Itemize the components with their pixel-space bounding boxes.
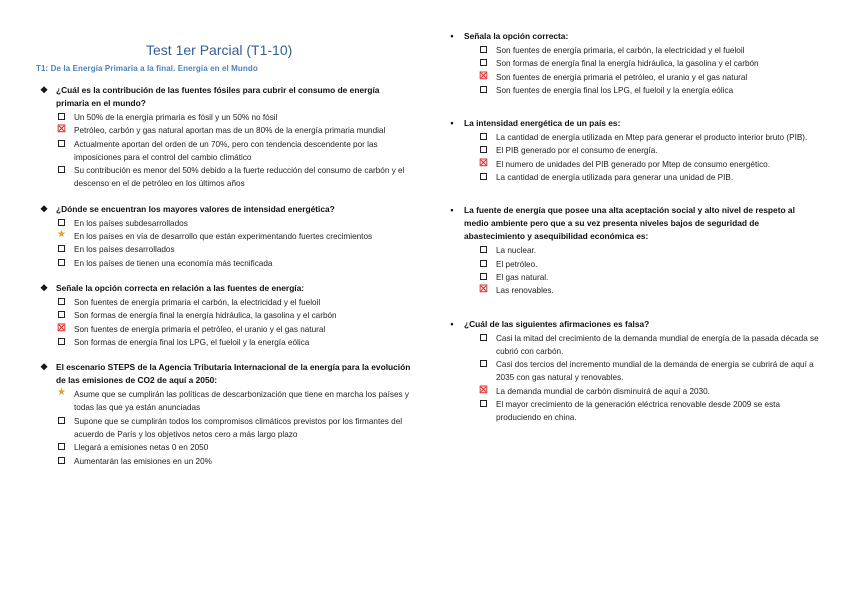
checkbox-icon[interactable] [480, 360, 487, 367]
options-list [444, 332, 820, 425]
answer-option[interactable] [36, 257, 414, 270]
answer-option[interactable] [36, 217, 414, 230]
checkbox-icon[interactable] [480, 246, 487, 253]
question-text [36, 361, 414, 387]
checkbox-icon[interactable] [480, 173, 487, 180]
checkbox-icon[interactable] [58, 245, 65, 252]
option-text: El PIB generado por el consumo de energía. [496, 146, 658, 156]
checked-box-icon[interactable]: ☒ [57, 322, 66, 334]
checked-box-icon[interactable]: ☒ [57, 124, 66, 136]
checked-box-icon[interactable]: ☒ [479, 384, 488, 396]
checkbox-icon[interactable] [58, 457, 65, 464]
answer-option[interactable] [36, 388, 414, 415]
right-column [444, 30, 820, 425]
question-block [444, 204, 820, 297]
question-block [444, 117, 820, 184]
answer-option[interactable] [36, 124, 414, 137]
answer-option[interactable] [36, 138, 414, 165]
option-text: El numero de unidades del PIB generado por Mtep de consumo energético. [496, 159, 771, 169]
option-text: La nuclear. [496, 246, 537, 256]
answer-option[interactable] [444, 385, 820, 398]
question-block [36, 84, 414, 191]
option-text: Son fuentes de energía primaria, el carbón, la electricidad y el fueloil [496, 46, 745, 55]
checkbox-icon[interactable] [58, 259, 65, 266]
question-bullet-icon: • [450, 31, 454, 41]
question-label: ¿Cuál es la contribución de las fuentes fósiles para cubrir el consumo de energía primaria en el mundo? [56, 85, 380, 108]
option-text: Un 50% de la energía primaria es fósil y un 50% no fósil [74, 113, 278, 122]
options-list [36, 296, 414, 349]
option-text: Son fuentes de energía primaria el carbón, la electricidad y el fueloil [74, 297, 321, 307]
option-text: En los países subdesarrollados [74, 218, 188, 228]
answer-option[interactable] [36, 415, 414, 442]
question-text [444, 30, 820, 43]
question-label: El escenario STEPS de la Agencia Tributaria Internacional de la energía para la evolución de las emisiones de CO2 de aquí a 2050: [56, 362, 411, 386]
question-bullet-icon: ❖ [39, 85, 49, 95]
question-label: ¿Cuál de las siguientes afirmaciones es falsa? [464, 318, 650, 329]
answer-option[interactable] [444, 84, 820, 97]
answer-option[interactable] [444, 44, 820, 57]
question-text [444, 117, 820, 130]
question-bullet-icon: ❖ [39, 282, 49, 293]
option-text: Asume que se cumplirán las políticas de descarbonización que tiene en marcha los países y todas las que ya están anunciadas [74, 390, 409, 413]
options-list [444, 244, 820, 297]
question-label: Señala la opción correcta: [464, 31, 569, 41]
question-bullet-icon: ❖ [39, 203, 49, 214]
options-list [444, 44, 820, 97]
answer-option[interactable] [444, 258, 820, 271]
question-block [444, 30, 820, 97]
checked-box-icon[interactable]: ☒ [479, 157, 488, 169]
options-list [36, 217, 414, 270]
checkbox-icon[interactable] [58, 166, 65, 173]
option-text: Son formas de energía final la energía hidráulica, la gasolina y el carbón [74, 311, 337, 321]
question-text [444, 318, 820, 331]
answer-option[interactable] [444, 284, 820, 297]
question-bullet-icon: ❖ [39, 362, 49, 373]
checked-box-icon[interactable]: ☒ [479, 284, 488, 296]
answer-option[interactable] [444, 158, 820, 171]
document-title: Test 1er Parcial (T1-10) [146, 42, 293, 58]
option-text: Son fuentes de energía primaria el petróleo, el uranio y el gas natural [74, 324, 326, 334]
answer-option[interactable] [444, 144, 820, 157]
checkbox-icon[interactable] [58, 338, 65, 345]
checkbox-icon[interactable] [480, 133, 487, 140]
options-list [444, 131, 820, 184]
question-label: Señale la opción correcta en relación a las fuentes de energía: [56, 282, 305, 293]
answer-option[interactable] [36, 296, 414, 309]
answer-option[interactable] [444, 358, 820, 385]
answer-option[interactable] [444, 57, 820, 70]
answer-option[interactable] [444, 332, 820, 359]
checkbox-icon[interactable] [480, 400, 487, 407]
answer-option[interactable] [444, 171, 820, 184]
option-text: La cantidad de energía utilizada para generar una unidad de PIB. [496, 173, 734, 183]
question-text [36, 203, 414, 216]
question-block [36, 282, 414, 349]
question-bullet-icon: • [450, 318, 454, 329]
answer-option[interactable] [444, 244, 820, 257]
option-text: Son fuentes de energía primaria el petróleo, el uranio y el gas natural [496, 72, 748, 82]
option-text: Actualmente aportan del orden de un 70%, pero con tendencia descendente por las imposiciones para el control del cambio climático [74, 139, 378, 162]
option-text: La demanda mundial de carbón disminuirá de aquí a 2030. [496, 386, 710, 396]
checkbox-icon[interactable] [58, 219, 65, 226]
option-text: Su contribución es menor del 50% debido a la fuerte reducción del consumo de carbón y el descenso en el de petróleo en los últimos años [74, 166, 405, 189]
checkbox-icon[interactable] [58, 140, 65, 147]
star-mark-icon[interactable]: ★ [57, 229, 66, 241]
answer-option[interactable] [36, 111, 414, 124]
checkbox-icon[interactable] [480, 273, 487, 280]
option-text: Supone que se cumplirán todos los compromisos climáticos previstos por los firmantes del acuerdo de París y los objetivos netos cero a más largo plazo [74, 416, 403, 440]
option-text: El petróleo. [496, 259, 538, 269]
checkbox-icon[interactable] [58, 311, 65, 318]
checkbox-icon[interactable] [58, 417, 65, 424]
checkbox-icon[interactable] [480, 59, 487, 66]
answer-option[interactable] [444, 131, 820, 144]
checkbox-icon[interactable] [480, 334, 487, 341]
star-mark-icon[interactable]: ★ [57, 387, 66, 399]
option-text: Son fuentes de energía final los LPG, el fueloil y la energía eólica [496, 85, 734, 95]
checkbox-icon[interactable] [58, 113, 65, 120]
checkbox-icon[interactable] [480, 46, 487, 53]
option-text: La cantidad de energía utilizada en Mtep para generar el producto interior bruto (PIB). [496, 133, 808, 143]
question-bullet-icon: • [450, 205, 454, 216]
question-block [444, 318, 820, 425]
option-text: Son formas de energía final la energía hidráulica, la gasolina y el carbón [496, 59, 759, 69]
option-text: Aumentarán las emisiones en un 20% [74, 456, 212, 466]
left-column [36, 84, 414, 468]
checkbox-icon[interactable] [480, 86, 487, 93]
question-text [36, 84, 414, 110]
answer-option[interactable] [36, 230, 414, 243]
answer-option[interactable] [36, 243, 414, 256]
question-label: La fuente de energía que posee una alta aceptación social y alto nivel de respeto al medio ambiente pero que a su vez presenta niveles bajos de seguridad de abastecimiento y asequibilidad económica es: [464, 205, 795, 242]
option-text: Son formas de energía final los LPG, el fueloil y la energía eólica [74, 337, 310, 347]
options-list [36, 111, 414, 191]
option-text: El mayor crecimiento de la generación eléctrica renovable desde 2009 se esta produciendo en china. [496, 400, 780, 423]
answer-option[interactable] [36, 441, 414, 454]
checked-box-icon[interactable]: ☒ [479, 70, 488, 82]
option-text: En los países desarrollados [74, 245, 175, 255]
question-block [36, 203, 414, 270]
answer-option[interactable] [444, 398, 820, 425]
checkbox-icon[interactable] [480, 260, 487, 267]
option-text: Llegará a emisiones netas 0 en 2050 [74, 443, 209, 453]
question-bullet-icon: • [450, 118, 454, 129]
option-text: Casi dos tercios del incremento mundial de la demanda de energía se cubrirá de aquí a 2035 con gas natural y renovables. [496, 360, 814, 383]
question-block [36, 361, 414, 468]
option-text: Casi la mitad del crecimiento de la demanda mundial de energía de la pasada década se cubrió con carbón. [496, 333, 819, 356]
answer-option[interactable] [36, 309, 414, 322]
checkbox-icon[interactable] [58, 298, 65, 305]
question-label: La intensidad energética de un país es: [464, 118, 621, 129]
answer-option[interactable] [444, 71, 820, 84]
answer-option[interactable] [36, 323, 414, 336]
option-text: Petróleo, carbón y gas natural aportan mas de un 80% de la energía primaria mundial [74, 126, 386, 136]
document-subtitle: T1: De la Energía Primaria a la final. Energía en el Mundo [36, 64, 258, 73]
option-text: Las renovables. [496, 286, 554, 296]
answer-option[interactable] [444, 271, 820, 284]
option-text: El gas natural. [496, 272, 549, 282]
answer-option[interactable] [36, 455, 414, 468]
option-text: En los países de tienen una economía más tecnificada [74, 258, 273, 268]
question-text [444, 204, 820, 243]
checkbox-icon[interactable] [480, 146, 487, 153]
option-text: En los países en vía de desarrollo que están experimentando fuertes crecimientos [74, 232, 373, 242]
question-text [36, 282, 414, 295]
question-label: ¿Dónde se encuentran los mayores valores de intensidad energética? [56, 203, 335, 214]
answer-option[interactable] [36, 164, 414, 191]
checkbox-icon[interactable] [58, 443, 65, 450]
options-list [36, 388, 414, 468]
answer-option[interactable] [36, 336, 414, 349]
